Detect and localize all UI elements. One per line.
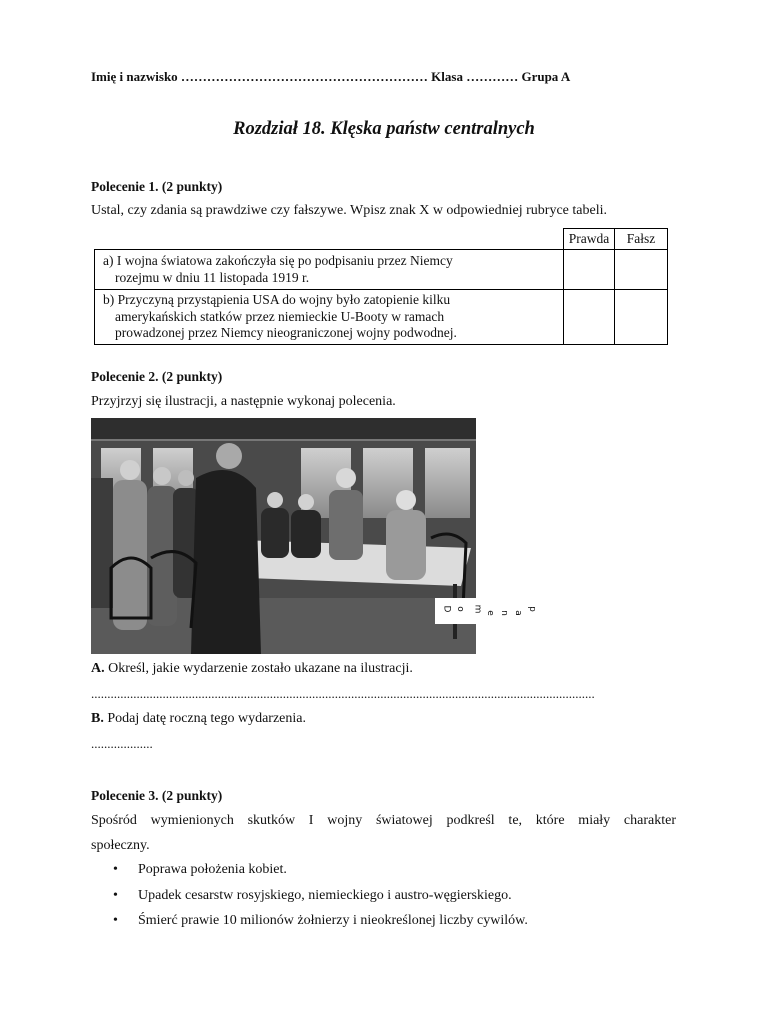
list-item[interactable]: Śmierć prawie 10 milionów żołnierzy i nieokreślonej liczby cywilów. — [138, 913, 528, 928]
answer-line-b[interactable]: ................... — [91, 736, 153, 751]
task2-heading: Polecenie 2. (2 punkty) — [91, 369, 223, 384]
illustration-drawing — [91, 418, 476, 654]
student-info-line: Imię i nazwisko ………………………………………………… Klasa ………… Grupa A — [91, 69, 571, 84]
statement-b — [95, 290, 564, 345]
question-b-text: Podaj datę roczną tego wydarzenia. — [103, 711, 306, 726]
column-false: Fałsz — [615, 229, 668, 250]
table-row — [95, 250, 668, 290]
task3-instruction-line2: społeczny. — [91, 838, 150, 853]
watermark-char: m — [472, 604, 483, 614]
bullet-icon: • — [113, 862, 118, 877]
question-a — [91, 661, 413, 677]
question-a-label: A. — [91, 661, 105, 676]
task3-heading: Polecenie 3. (2 punkty) — [91, 788, 223, 803]
watermark-box — [435, 598, 535, 624]
table-header-row — [95, 229, 668, 250]
statement-b-line3: prowadzonej przez Niemcy nieograniczonej wojny podwodnej. — [115, 325, 457, 341]
statement-b-line2: amerykańskich statków przez niemieckie U-Booty w ramach — [115, 308, 445, 324]
answer-cell-true-a[interactable] — [564, 250, 615, 290]
question-b-label: B. — [91, 711, 104, 726]
watermark-char: n — [498, 610, 509, 616]
answer-cell-true-b[interactable] — [564, 290, 615, 345]
armistice-illustration — [91, 418, 476, 654]
question-b — [91, 711, 306, 727]
list-item[interactable]: Upadek cesarstw rosyjskiego, niemieckiego i austro-węgierskiego. — [138, 888, 512, 903]
chapter-title: Rozdział 18. Klęska państw centralnych — [233, 119, 535, 139]
watermark-char: p — [526, 606, 537, 612]
table-row — [95, 290, 668, 345]
statement-a-line2: rozejmu w dniu 11 listopada 1919 r. — [115, 269, 310, 285]
watermark-char: e — [484, 610, 495, 616]
answer-cell-false-a[interactable] — [615, 250, 668, 290]
answer-cell-false-b[interactable] — [615, 290, 668, 345]
table-header-blank — [95, 229, 564, 250]
statement-b-line1: b) Przyczyną przystąpienia USA do wojny było zatopienie kilku — [103, 292, 451, 308]
task1-heading: Polecenie 1. (2 punkty) — [91, 179, 223, 194]
watermark-char: o — [454, 606, 465, 612]
bullet-icon: • — [113, 913, 118, 928]
task3-instruction-line1: Spośród wymienionych skutków I wojny światowej podkreśl te, które miały charakter — [91, 813, 676, 828]
task2-instruction: Przyjrzyj się ilustracji, a następnie wykonaj polecenia. — [91, 394, 396, 409]
task1-instruction: Ustal, czy zdania są prawdziwe czy fałszywe. Wpisz znak X w odpowiedniej rubryce tabeli. — [91, 203, 607, 218]
watermark-char: a — [512, 610, 523, 616]
column-true: Prawda — [564, 229, 615, 250]
list-item[interactable]: Poprawa położenia kobiet. — [138, 862, 287, 877]
answer-line-a[interactable]: ........................................................................................................................................................... — [91, 686, 595, 701]
watermark-char: D — [441, 605, 452, 613]
true-false-table — [94, 228, 668, 345]
statement-a-line1: a) I wojna światowa zakończyła się po podpisaniu przez Niemcy — [103, 253, 453, 268]
question-a-text: Określ, jakie wydarzenie zostało ukazane na ilustracji. — [104, 661, 413, 676]
bullet-icon: • — [113, 888, 118, 903]
statement-a — [95, 250, 564, 290]
